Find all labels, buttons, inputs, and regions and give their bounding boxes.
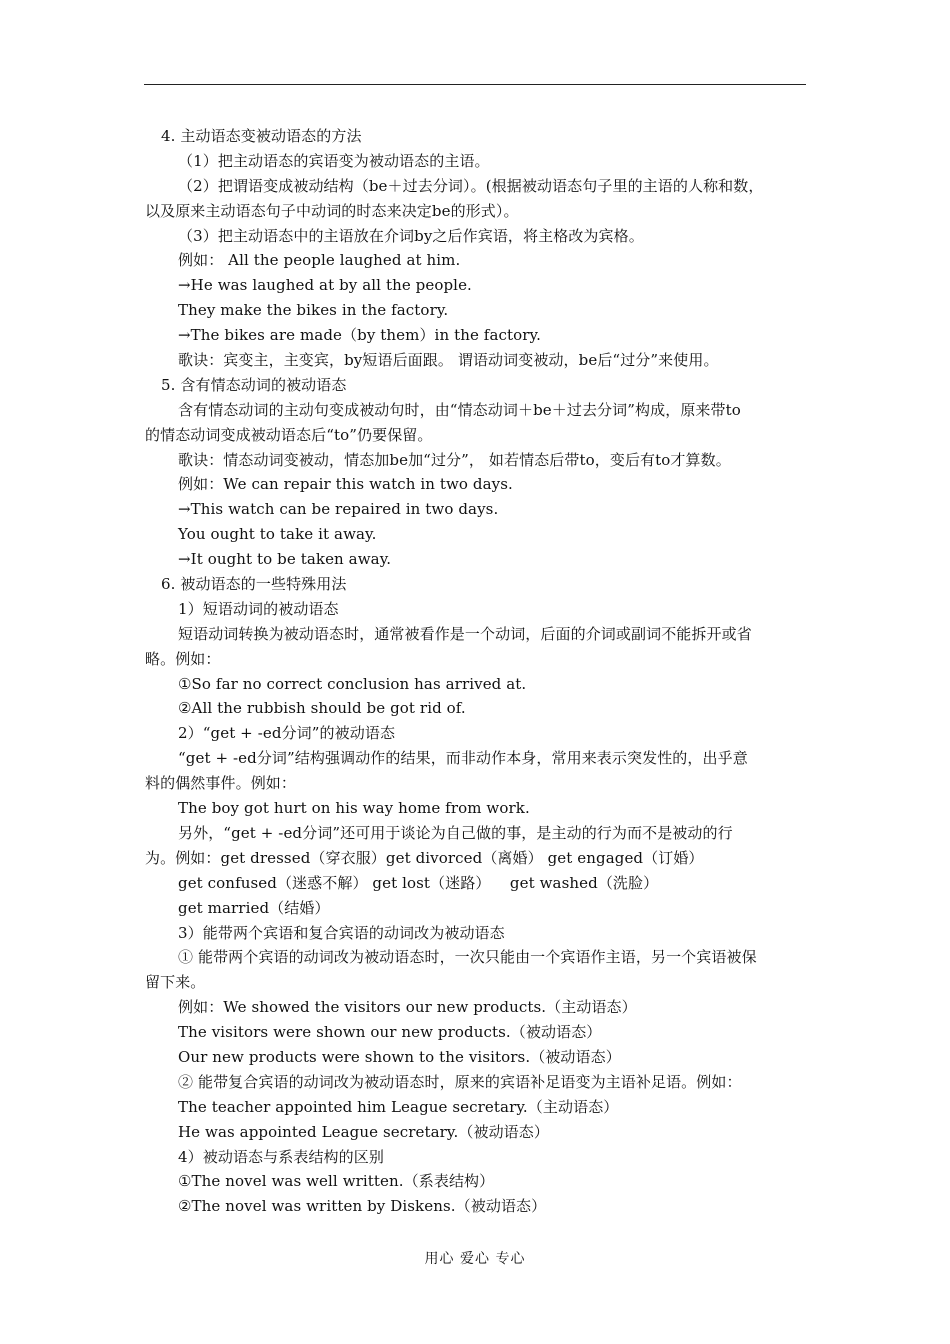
text-line: 料的偶然事件。例如： (145, 774, 297, 793)
text-line: 3）能带两个宾语和复合宾语的动词改为被动语态 (178, 923, 505, 942)
text-line: 的情态动词变成被动语态后“to”仍要保留。 (145, 425, 433, 444)
text-line: →This watch can be repaired in two days. (178, 500, 499, 519)
text-line: get married（结婚） (178, 898, 330, 917)
text-line: 含有情态动词的主动句变成被动句时，由“情态动词＋be＋过去分词”构成，原来带to (178, 400, 741, 419)
text-line: （2）把谓语变成被动结构（be＋过去分词）。(根据被动语态句子里的主语的人称和数， (178, 176, 764, 195)
text-line: 4. 主动语态变被动语态的方法 (161, 127, 362, 145)
text-line: →The bikes are made（by them）in the factory. (178, 326, 541, 345)
text-line: “get + -ed分词”结构强调动作的结果，而非动作本身，常用来表示突发性的，出乎意 (178, 749, 748, 768)
text-line: Our new products were shown to the visitors.（被动语态） (178, 1047, 621, 1066)
text-line: 另外，“get + -ed分词”还可用于谈论为自己做的事，是主动的行为而不是被动的行 (178, 823, 733, 842)
text-line: 略。例如： (145, 649, 221, 668)
text-line: You ought to take it away. (178, 525, 377, 544)
text-line: ①The novel was well written.（系表结构） (178, 1172, 495, 1191)
text-line: ② 能带复合宾语的动词改为被动语态时，原来的宾语补足语变为主语补足语。例如： (178, 1072, 742, 1091)
text-line: 歌诀：宾变主，主变宾，by短语后面跟。 谓语动词变被动，be后“过分”来使用。 (178, 351, 719, 370)
text-line: 例如： All the people laughed at him. (178, 251, 461, 270)
text-line: ②The novel was written by Diskens.（被动语态） (178, 1197, 547, 1216)
text-line: The teacher appointed him League secretary.（主动语态） (178, 1097, 619, 1116)
text-line: 5. 含有情态动词的被动语态 (161, 375, 347, 394)
text-line: 2）“get + -ed分词”的被动语态 (178, 724, 396, 743)
text-line: （3）把主动语态中的主语放在介词by之后作宾语，将主格改为宾格。 (178, 226, 644, 245)
text-line: →He was laughed at by all the people. (178, 276, 472, 295)
text-line: （1）把主动语态的宾语变为被动语态的主语。 (178, 151, 490, 170)
text-line: 6. 被动语态的一些特殊用法 (161, 575, 347, 594)
text-line: ②All the rubbish should be got rid of. (178, 699, 466, 718)
text-line: 例如：We can repair this watch in two days. (178, 475, 513, 494)
text-line: They make the bikes in the factory. (178, 301, 449, 320)
text-line: He was appointed League secretary.（被动语态） (178, 1122, 549, 1141)
header-rule (144, 84, 806, 85)
document-body (145, 124, 810, 1219)
text-line: 歌诀：情态动词变被动，情态加be加“过分”， 如若情态后带to，变后有to才算数。 (178, 450, 731, 469)
text-line: →It ought to be taken away. (178, 550, 392, 569)
text-line: 以及原来主动语态句子中动词的时态来决定be的形式）。 (145, 201, 519, 220)
text-line: The boy got hurt on his way home from work. (178, 799, 530, 818)
text-line: The visitors were shown our new products.（被动语态） (178, 1023, 602, 1042)
text-line: 1）短语动词的被动语态 (178, 599, 339, 618)
page-footer: 用心 爱心 专心 (424, 1251, 526, 1267)
text-line: ①So far no correct conclusion has arrived at. (178, 674, 527, 693)
text-line: 例如：We showed the visitors our new products.（主动语态） (178, 998, 637, 1017)
text-line: 4）被动语态与系表结构的区别 (178, 1147, 384, 1166)
text-line: 为。例如：get dressed（穿衣服）get divorced（离婚） get engaged（订婚） (145, 848, 704, 867)
text-line: get confused（迷惑不解） get lost（迷路） get washed（洗脸） (178, 873, 659, 892)
text-line: ① 能带两个宾语的动词改为被动语态时，一次只能由一个宾语作主语，另一个宾语被保 (178, 948, 757, 967)
text-line: 短语动词转换为被动语态时，通常被看作是一个动词，后面的介词或副词不能拆开或省 (178, 624, 752, 643)
text-line: 留下来。 (145, 973, 206, 992)
